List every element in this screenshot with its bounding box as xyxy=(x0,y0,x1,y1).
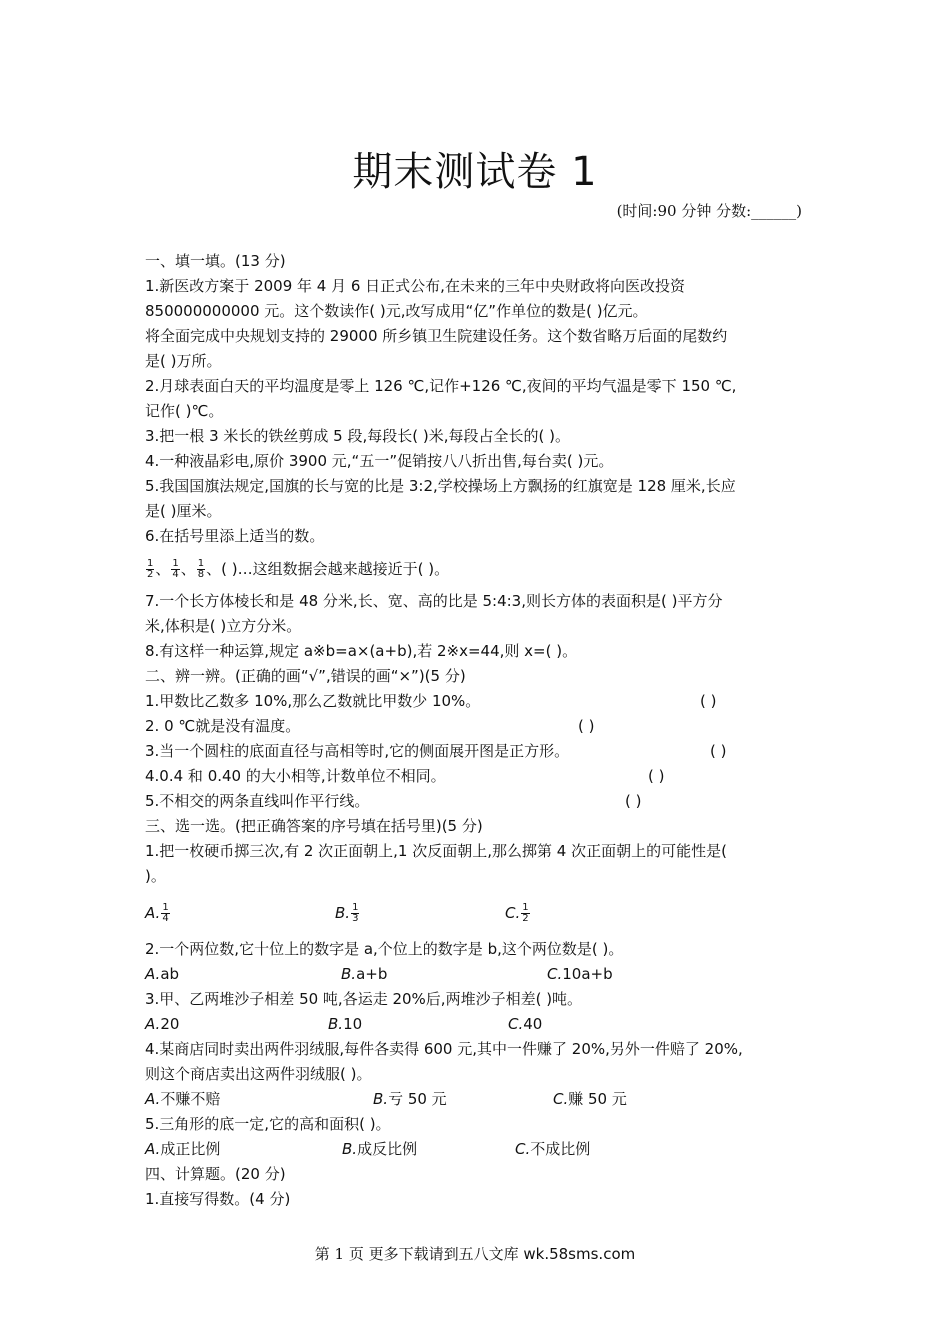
answer-bracket[interactable]: ( ) xyxy=(578,717,595,735)
q1-1-line-1: 1.新医改方案于 2009 年 4 月 6 日正式公布,在未来的三年中央财政将向医改投资 xyxy=(145,277,685,295)
page-footer xyxy=(0,1243,950,1264)
fraction: $\frac{1}{8}$ xyxy=(197,558,205,580)
q3-3-options xyxy=(145,1012,805,1037)
q3-4-line-1: 4.某商店同时卖出两件羽绒服,每件各卖得 600 元,其中一件赚了 20%,另外一件赔了 20%, xyxy=(145,1040,743,1058)
q3-5: 5.三角形的底一定,它的高和面积( )。 xyxy=(145,1115,391,1133)
option-a[interactable]: A.不赚不赔 xyxy=(145,1090,221,1108)
option-c[interactable]: C.40 xyxy=(508,1015,543,1033)
option-a[interactable]: A.ab xyxy=(145,965,180,983)
q1-7-line-2: 米,体积是( )立方分米。 xyxy=(145,617,302,635)
option-c[interactable]: C.10a+b xyxy=(547,965,613,983)
q1-6: 6.在括号里添上适当的数。 xyxy=(145,527,325,545)
page-title: 期末测试卷 1 xyxy=(352,149,598,195)
q1-5-line-1: 5.我国国旗法规定,国旗的长与宽的比是 3:2,学校操场上方飘扬的红旗宽是 128 厘米,长应 xyxy=(145,477,736,495)
q1-3: 3.把一根 3 米长的铁丝剪成 5 段,每段长( )米,每段占全长的( )。 xyxy=(145,427,570,445)
option-c[interactable]: C.不成比例 xyxy=(515,1140,591,1158)
q1-2-line-1: 2.月球表面白天的平均温度是零上 126 ℃,记作+126 ℃,夜间的平均气温是零下 150 ℃, xyxy=(145,377,737,395)
answer-bracket[interactable]: ( ) xyxy=(700,692,717,710)
separator: 、 xyxy=(206,560,222,578)
q3-1-line-1: 1.把一枚硬币掷三次,有 2 次正面朝上,1 次反面朝上,那么掷第 4 次正面朝上的可能性是( xyxy=(145,842,727,860)
q1-4: 4.一种液晶彩电,原价 3900 元,“五一”促销按八八折出售,每台卖( )元。 xyxy=(145,452,614,470)
q1-8: 8.有这样一种运算,规定 a※b=a×(a+b),若 2※x=44,则 x=( )。 xyxy=(145,642,578,660)
option-b[interactable]: B.亏 50 元 xyxy=(373,1090,447,1108)
exam-content xyxy=(145,249,805,1212)
answer-bracket[interactable]: ( ) xyxy=(710,742,727,760)
q1-1-line-4: 是( )万所。 xyxy=(145,352,222,370)
q3-4-options xyxy=(145,1087,805,1112)
judge-item: 3.当一个圆柱的底面直径与高相等时,它的侧面展开图是正方形。 ( ) xyxy=(145,739,805,764)
q3-1-line-2: )。 xyxy=(145,867,166,885)
fraction: $\frac{1}{2}$ xyxy=(147,558,154,580)
option-a[interactable]: A. $\frac{1}{4}$ xyxy=(145,901,169,924)
q3-4-line-2: 则这个商店卖出这两件羽绒服( )。 xyxy=(145,1065,372,1083)
separator: 、 xyxy=(180,560,196,578)
footer-url[interactable]: wk.58sms.com xyxy=(523,1245,636,1263)
option-c[interactable]: C.赚 50 元 xyxy=(553,1090,627,1108)
answer-bracket[interactable]: ( ) xyxy=(625,792,642,810)
fraction: $\frac{1}{4}$ xyxy=(172,558,179,580)
q1-2-line-2: 记作( )℃。 xyxy=(145,402,224,420)
option-b[interactable]: B. $\frac{1}{3}$ xyxy=(335,901,359,924)
q3-1-options xyxy=(145,889,805,937)
q3-3: 3.甲、乙两堆沙子相差 50 吨,各运走 20%后,两堆沙子相差( )吨。 xyxy=(145,990,583,1008)
q1-6-tail: ( )…这组数据会越来越接近于( )。 xyxy=(221,560,450,578)
option-a[interactable]: A.20 xyxy=(145,1015,180,1033)
option-a[interactable]: A.成正比例 xyxy=(145,1140,221,1158)
q1-5-line-2: 是( )厘米。 xyxy=(145,502,222,520)
q4-1: 1.直接写得数。(4 分) xyxy=(145,1190,291,1208)
answer-bracket[interactable]: ( ) xyxy=(648,767,665,785)
q1-6-sequence xyxy=(145,549,805,589)
section-4-heading: 四、计算题。(20 分) xyxy=(145,1165,286,1183)
option-b[interactable]: B.成反比例 xyxy=(342,1140,418,1158)
option-b[interactable]: B.10 xyxy=(328,1015,363,1033)
judge-item: 4.0.4 和 0.40 的大小相等,计数单位不相同。 ( ) xyxy=(145,764,805,789)
q1-1-line-2: 850000000000 元。这个数读作( )元,改写成用“亿”作单位的数是( )亿元。 xyxy=(145,302,648,320)
q3-2-options xyxy=(145,962,805,987)
judge-item: 2. 0 ℃就是没有温度。 ( ) xyxy=(145,714,805,739)
judge-item: 1.甲数比乙数多 10%,那么乙数就比甲数少 10%。 ( ) xyxy=(145,689,805,714)
q1-7-line-1: 7.一个长方体棱长和是 48 分米,长、宽、高的比是 5:4:3,则长方体的表面积是( )平方分 xyxy=(145,592,723,610)
option-b[interactable]: B.a+b xyxy=(341,965,388,983)
q3-2: 2.一个两位数,它十位上的数字是 a,个位上的数字是 b,这个两位数是( )。 xyxy=(145,940,624,958)
separator: 、 xyxy=(155,560,171,578)
option-c[interactable]: C. $\frac{1}{2}$ xyxy=(505,901,529,924)
q1-1-line-3: 将全面完成中央规划支持的 29000 所乡镇卫生院建设任务。这个数省略万后面的尾数约 xyxy=(145,327,728,345)
exam-meta: (时间:90 分钟 分数:______) xyxy=(616,202,802,220)
judge-item: 5.不相交的两条直线叫作平行线。 ( ) xyxy=(145,789,805,814)
section-2-heading: 二、辨一辨。(正确的画“√”,错误的画“×”)(5 分) xyxy=(145,667,466,685)
footer-text: 第 1 页 更多下载请到五八文库 xyxy=(314,1245,524,1263)
q3-5-options xyxy=(145,1137,805,1162)
section-3-heading: 三、选一选。(把正确答案的序号填在括号里)(5 分) xyxy=(145,817,483,835)
section-1-heading: 一、填一填。(13 分) xyxy=(145,252,286,270)
